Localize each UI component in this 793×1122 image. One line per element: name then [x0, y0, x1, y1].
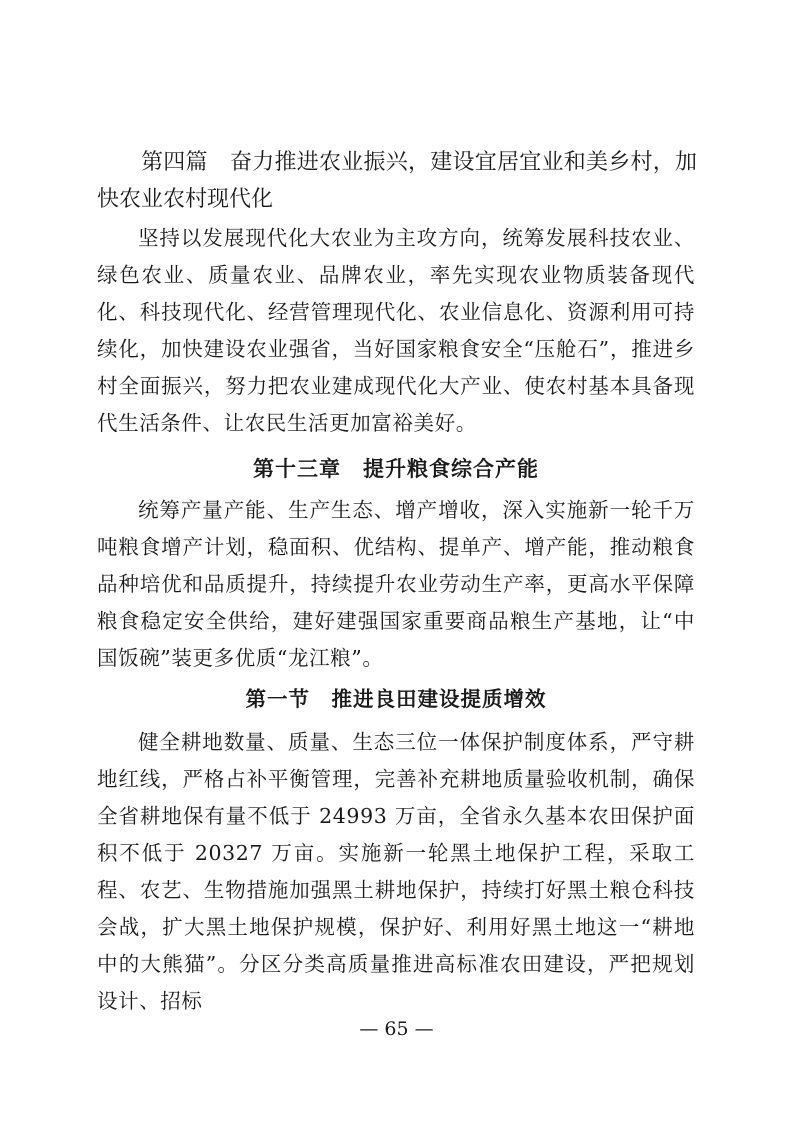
chapter-intro-paragraph: 统筹产量产能、生产生态、增产增收，深入实施新一轮千万吨粮食增产计划，稳面积、优结构、提单产、增产能，推动粮食品种培优和品质提升，持续提升农业劳动生产率，更高水平保障粮食稳定安全供给，建好建强国家重要商品粮生产基地，让“中国饭碗”装更多优质“龙江粮”。 — [97, 498, 695, 670]
section-title: 第一节 推进良田建设提质增效 — [245, 687, 547, 711]
page-number: — 65 — — [359, 1018, 434, 1040]
part-title: 第四篇 奋力推进农业振兴，建设宜居宜业和美乡村，加快农业农村现代化 — [97, 150, 697, 212]
chapter-title: 第十三章 提升粮食综合产能 — [253, 456, 539, 481]
intro-paragraph: 坚持以发展现代化大农业为主攻方向，统筹发展科技农业、绿色农业、质量农业、品牌农业，率先实现农业物质装备现代化、科技现代化、经营管理现代化、农业信息化、资源利用可持续化，加快建设农业强省，当好国家粮食安全“压舱石”，推进乡村全面振兴，努力把农业建成现代化大产业、使农村基本具备现代生活条件、让农民生活更加富裕美好。 — [97, 226, 695, 435]
section-body-paragraph: 健全耕地数量、质量、生态三位一体保护制度体系，严守耕地红线，严格占补平衡管理，完善补充耕地质量验收机制，确保全省耕地保有量不低于 24993 万亩，全省永久基本农田保护面积不低于 20327 万亩。实施新一轮黑土地保护工程，采取工程、农艺、生物措施加强黑土耕地保护，持续打好黑土粮仓科技会战，扩大黑土地保护规模，保护好、利用好黑土地这一“耕地中的大熊猫”。分区分类高质量推进高标准农田建设，严把规划设计、招标 — [97, 730, 695, 1013]
